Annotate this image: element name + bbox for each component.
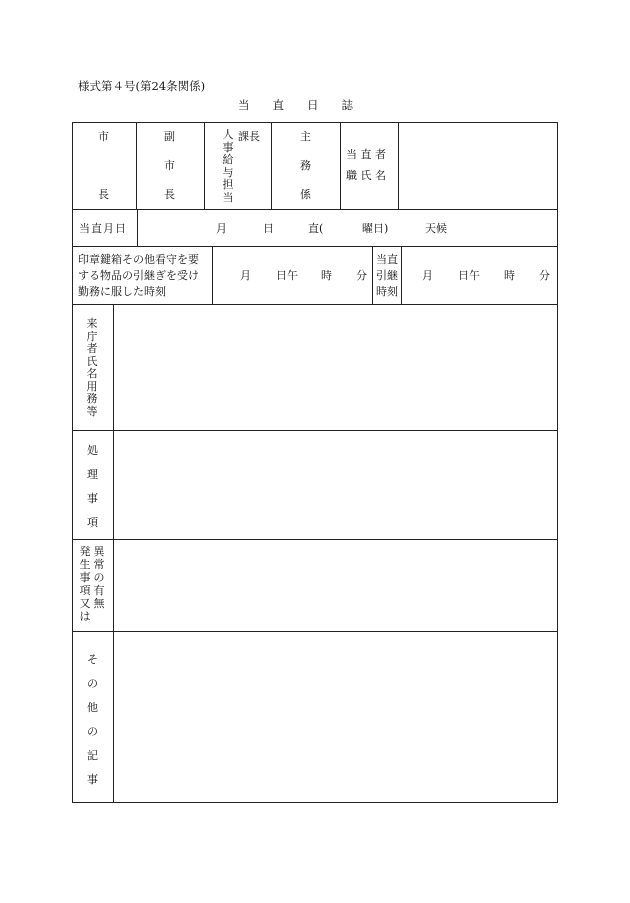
other-label-2: の (87, 677, 98, 690)
processing-label-3: 事 (87, 492, 98, 505)
other-label-5: 記 (87, 749, 98, 762)
other-label-3: 他 (87, 701, 98, 714)
row-divider (72, 209, 558, 210)
col-divider (271, 122, 272, 209)
mayor-label-bottom: 長 (98, 188, 109, 201)
chief-label-1: 主 (300, 130, 311, 143)
duty-person-label-1: 当 直 者 (346, 148, 386, 161)
date-month: 月 (216, 222, 227, 235)
col-divider (372, 246, 373, 304)
chief-label-3: 係 (300, 188, 311, 201)
end-month: 月 (422, 269, 433, 282)
date-day: 日 (263, 222, 274, 235)
handover-time-label-2: 引継 (376, 269, 398, 282)
start-month: 月 (240, 269, 251, 282)
deputy-mayor-label-2: 市 (164, 159, 175, 172)
duty-person-label-2: 職 氏 名 (346, 169, 386, 182)
col-divider (401, 246, 402, 304)
handover-time-label-1: 当直 (376, 253, 398, 266)
other-label-6: 事 (87, 773, 98, 786)
handover-label-line-3: 勤務に服した時刻 (78, 285, 166, 298)
start-minute: 分 (356, 269, 367, 282)
anomaly-label-right: 異常の有無 (93, 545, 105, 610)
anomaly-area[interactable] (114, 540, 557, 631)
col-divider (398, 122, 399, 209)
anomaly-label-left: 発生事項又は (79, 545, 91, 623)
visitors-area[interactable] (114, 305, 557, 430)
col-divider (340, 122, 341, 209)
col-divider (204, 122, 205, 209)
other-notes-area[interactable] (114, 632, 557, 802)
handover-label-line-1: 印章鍵箱その他看守を要 (78, 253, 199, 266)
start-day-ampm: 日午 (276, 269, 298, 282)
col-divider (137, 209, 138, 246)
processing-area[interactable] (114, 431, 557, 539)
handover-label-line-2: する物品の引継ぎを受け (78, 269, 199, 282)
form-number: 様式第４号(第24条関係) (78, 79, 206, 93)
deputy-mayor-label-3: 長 (164, 188, 175, 201)
other-label-4: の (87, 725, 98, 738)
weekday: 曜日) (362, 222, 389, 235)
end-hour: 時 (504, 269, 515, 282)
weather: 天候 (425, 222, 447, 235)
deputy-mayor-label-1: 副 (164, 130, 175, 143)
col-divider (136, 122, 137, 209)
mayor-label-top: 市 (98, 130, 109, 143)
duty-date-label: 当直月日 (79, 222, 127, 235)
processing-label-1: 処 (87, 444, 98, 457)
row-divider (72, 246, 558, 247)
chief-label-2: 務 (300, 159, 311, 172)
col-divider (212, 246, 213, 304)
start-hour: 時 (321, 269, 332, 282)
end-day-ampm: 日午 (458, 269, 480, 282)
processing-label-2: 理 (87, 468, 98, 481)
duty-type: 直( (308, 222, 324, 235)
end-minute: 分 (539, 269, 550, 282)
processing-label-4: 項 (87, 516, 98, 529)
handover-time-label-3: 時刻 (376, 285, 398, 298)
other-label-1: そ (87, 653, 98, 666)
section-chief-label-top: 課長 (238, 130, 260, 143)
hr-salary-label: 人事給与担当 (222, 128, 234, 204)
document-title: 当 直 日 誌 (238, 98, 353, 112)
visitors-label: 来庁者氏名用務等 (86, 317, 98, 418)
section-chief-label (236, 130, 248, 203)
